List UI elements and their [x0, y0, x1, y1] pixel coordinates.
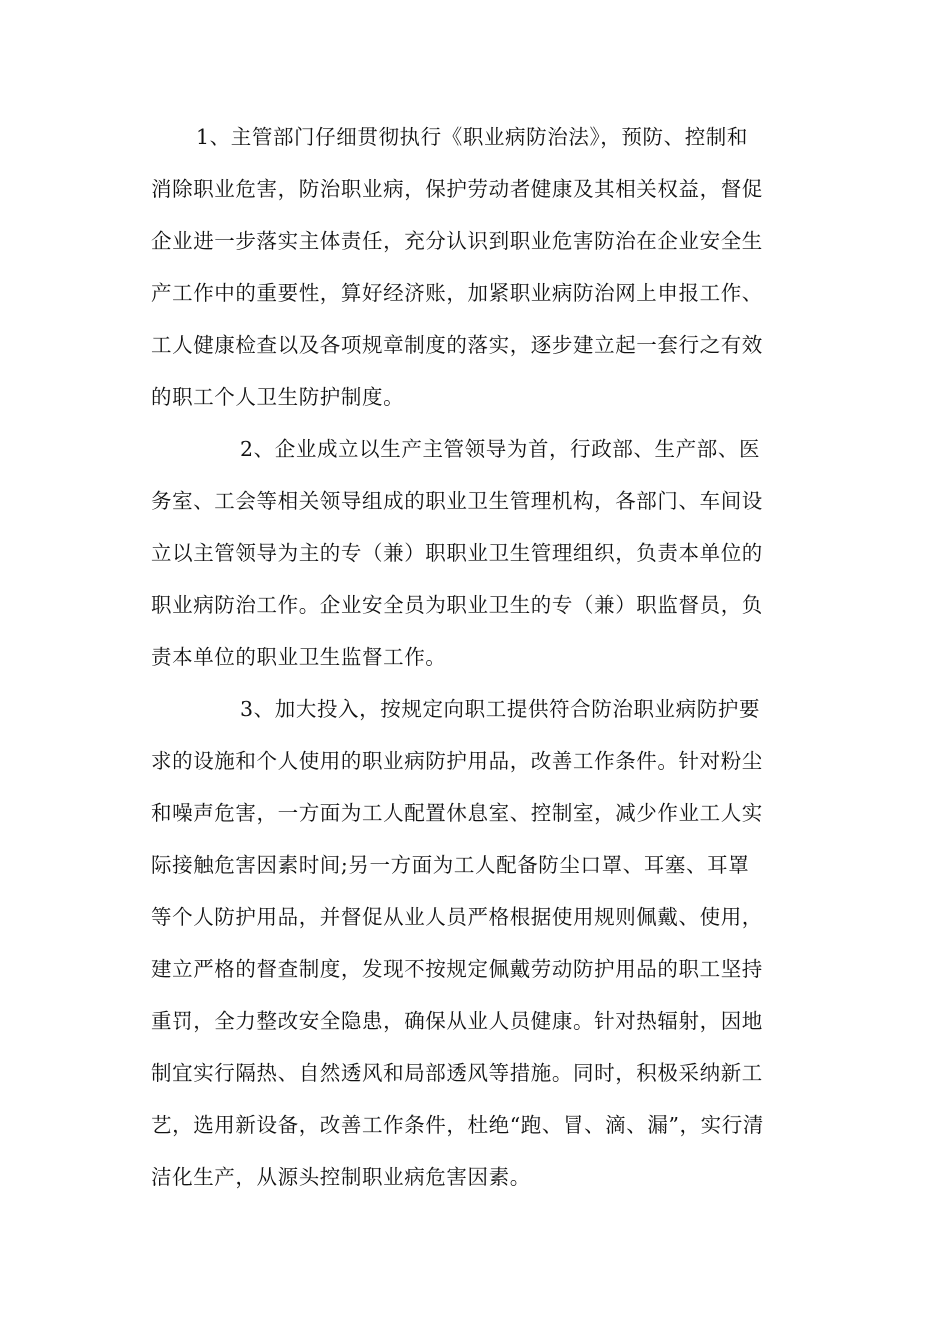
paragraph-3-line-4: 际接触危害因素时间;另一方面为工人配备防尘口罩、耳塞、耳罩: [151, 853, 750, 877]
paragraph-1-line-3: 企业进一步落实主体责任，充分认识到职业危害防治在企业安全生: [151, 229, 763, 253]
paragraph-1-line-1: 1、主管部门仔细贯彻执行《职业病防治法》，预防、控制和: [196, 125, 748, 149]
paragraph-2-line-3: 立以主管领导为主的专（兼）职职业卫生管理组织，负责本单位的: [151, 541, 763, 565]
paragraph-2-line-5: 责本单位的职业卫生监督工作。: [151, 645, 447, 669]
paragraph-1-line-4: 产工作中的重要性，算好经济账，加紧职业病防治网上申报工作、: [151, 281, 763, 305]
paragraph-1-line-6: 的职工个人卫生防护制度。: [151, 385, 405, 409]
paragraph-3-line-7: 重罚，全力整改安全隐患，确保从业人员健康。针对热辐射，因地: [151, 1009, 763, 1033]
paragraph-3-line-8: 制宜实行隔热、自然透风和局部透风等措施。同时，积极采纳新工: [151, 1061, 763, 1085]
paragraph-2-line-2: 务室、工会等相关领导组成的职业卫生管理机构，各部门、车间设: [151, 489, 763, 513]
paragraph-2-line-1: 2、企业成立以生产主管领导为首，行政部、生产部、医: [240, 437, 761, 461]
paragraph-1-line-5: 工人健康检查以及各项规章制度的落实，逐步建立起一套行之有效: [151, 333, 763, 357]
paragraph-3-line-5: 等个人防护用品，并督促从业人员严格根据使用规则佩戴、使用，: [151, 905, 763, 929]
paragraph-3-line-1: 3、加大投入，按规定向职工提供符合防治职业病防护要: [240, 697, 761, 721]
paragraph-3-line-6: 建立严格的督查制度，发现不按规定佩戴劳动防护用品的职工坚持: [151, 957, 763, 981]
paragraph-3-line-3: 和噪声危害，一方面为工人配置休息室、控制室，减少作业工人实: [151, 801, 763, 825]
paragraph-1-line-2: 消除职业危害，防治职业病，保护劳动者健康及其相关权益，督促: [151, 177, 763, 201]
paragraph-2-line-4: 职业病防治工作。企业安全员为职业卫生的专（兼）职监督员，负: [151, 593, 763, 617]
paragraph-3-line-10: 洁化生产，从源头控制职业病危害因素。: [151, 1165, 531, 1189]
paragraph-3-line-9: 艺，选用新设备，改善工作条件，杜绝“跑、冒、滴、漏”，实行清: [151, 1113, 764, 1137]
paragraph-3-line-2: 求的设施和个人使用的职业病防护用品，改善工作条件。针对粉尘: [151, 749, 763, 773]
